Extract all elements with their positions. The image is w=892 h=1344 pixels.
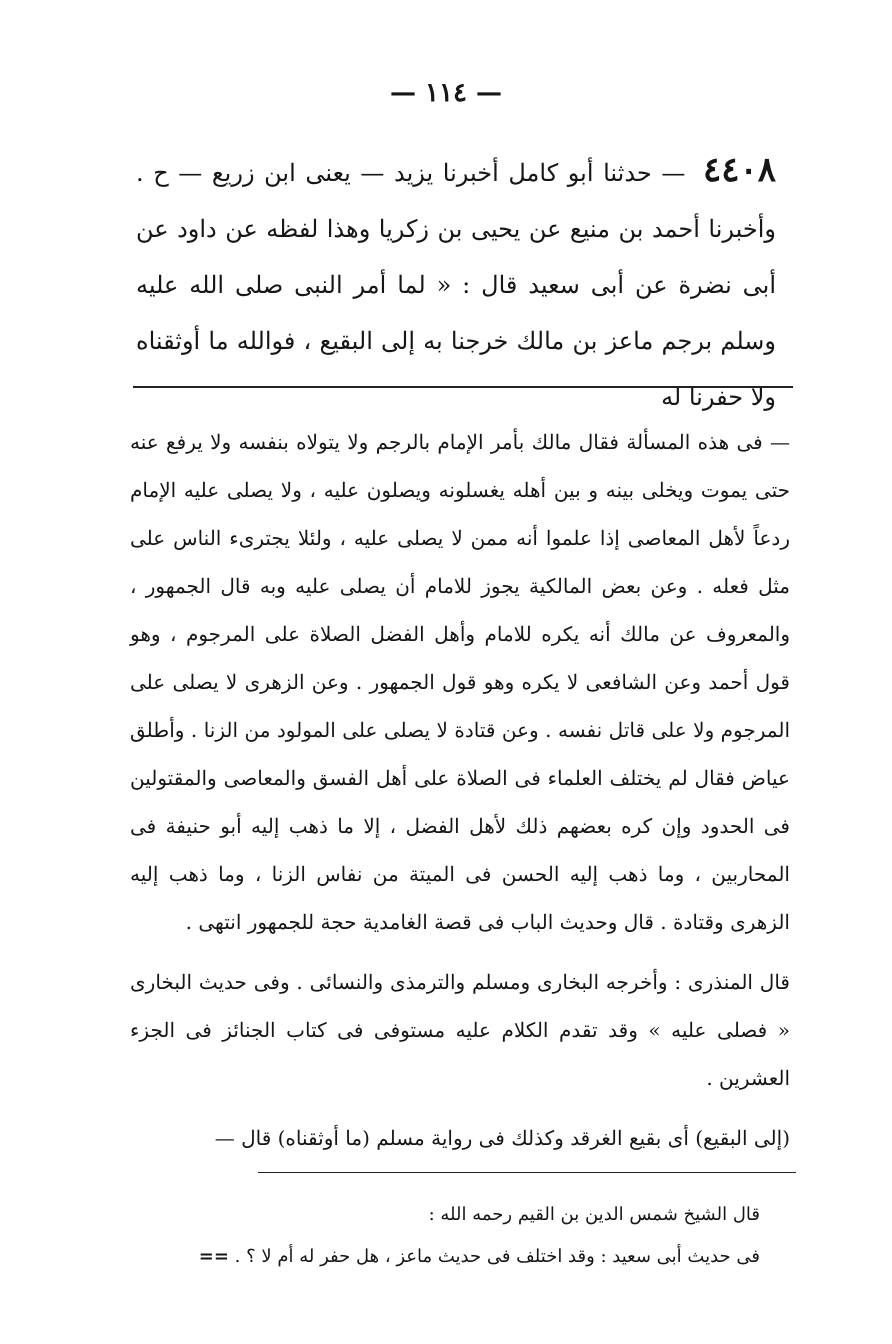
hadith-number: ٤٤٠٨ (702, 150, 776, 190)
commentary-paragraph: قال المنذرى : وأخرجه البخارى ومسلم والترمذى والنسائى . وفى حديث البخارى « فصلى عليه » وقد تقدم الكلام عليه مستوفى فى كتاب الجنائز فى الجزء العشرين . (130, 970, 790, 1090)
commentary-paragraph: — فى هذه المسألة فقال مالك بأمر الإمام بالرجم ولا يتولاه بنفسه ولا يرفع عنه حتى يموت ويخلى بينه و بين أهله يغسلونه ويصلون عليه ، ولا يصلى عليه الإمام ردعاً لأهل المعاصى إذا علموا أنه ممن لا يصلى عليه ، ولئلا يجترىء الناس على مثل فعله . وعن بعض المالكية يجوز للامام أن يصلى عليه وبه قال الجمهور ، والمعروف عن مالك أنه يكره للامام وأهل الفضل الصلاة على المرجوم ، وهو قول أحمد وعن الشافعى لا يكره وهو قول الجمهور . وعن الزهرى لا يصلى على المرجوم ولا على قاتل نفسه . وعن قتادة لا يصلى على المولود من الزنا . وأطلق عياض فقال لم يختلف العلماء فى الصلاة على أهل الفسق والمعاصى والمقتولين فى الحدود وإن كره بعضهم ذلك لأهل الفضل ، إلا ما ذهب إليه أبو حنيفة فى المحاربين ، وما ذهب إليه الحسن فى الميتة من نفاس الزنا ، وما ذهب إليه الزهرى وقتادة . قال وحديث الباب فى قصة الغامدية حجة للجمهور انتهى . (130, 430, 790, 934)
continuation-mark: == (198, 1246, 229, 1267)
footnote-line (120, 1236, 760, 1278)
hadith-text: — حدثنا أبو كامل أخبرنا يزيد — يعنى ابن زريع — ح . وأخبرنا أحمد بن منيع عن يحيى بن زكريا وهذا لفظه عن داود عن أبى نضرة عن أبى سعيد قال : « لما أمر النبى صلى الله عليه وسلم برجم ماعز بن مالك خرجنا به إلى البقيع ، فوالله ما أوثقناه ولا حفرنا له (136, 159, 776, 411)
page-number: — ١١٤ — (389, 78, 503, 108)
commentary-block (130, 418, 790, 1162)
commentary-paragraph: (إلى البقيع) أى بقيع الغرقد وكذلك فى رواية مسلم (ما أوثقناه) قال — (214, 1126, 790, 1150)
footnote-text: فى حديث أبى سعيد : وقد اختلف فى حديث ماعز ، هل حفر له أم لا ؟ . (234, 1246, 760, 1267)
footnote-heading: قال الشيخ شمس الدين بن القيم رحمه الله : (428, 1204, 760, 1225)
footnote-block (120, 1194, 760, 1278)
hadith-block (136, 142, 776, 425)
section-divider (133, 386, 793, 388)
footnote-divider (258, 1172, 796, 1173)
